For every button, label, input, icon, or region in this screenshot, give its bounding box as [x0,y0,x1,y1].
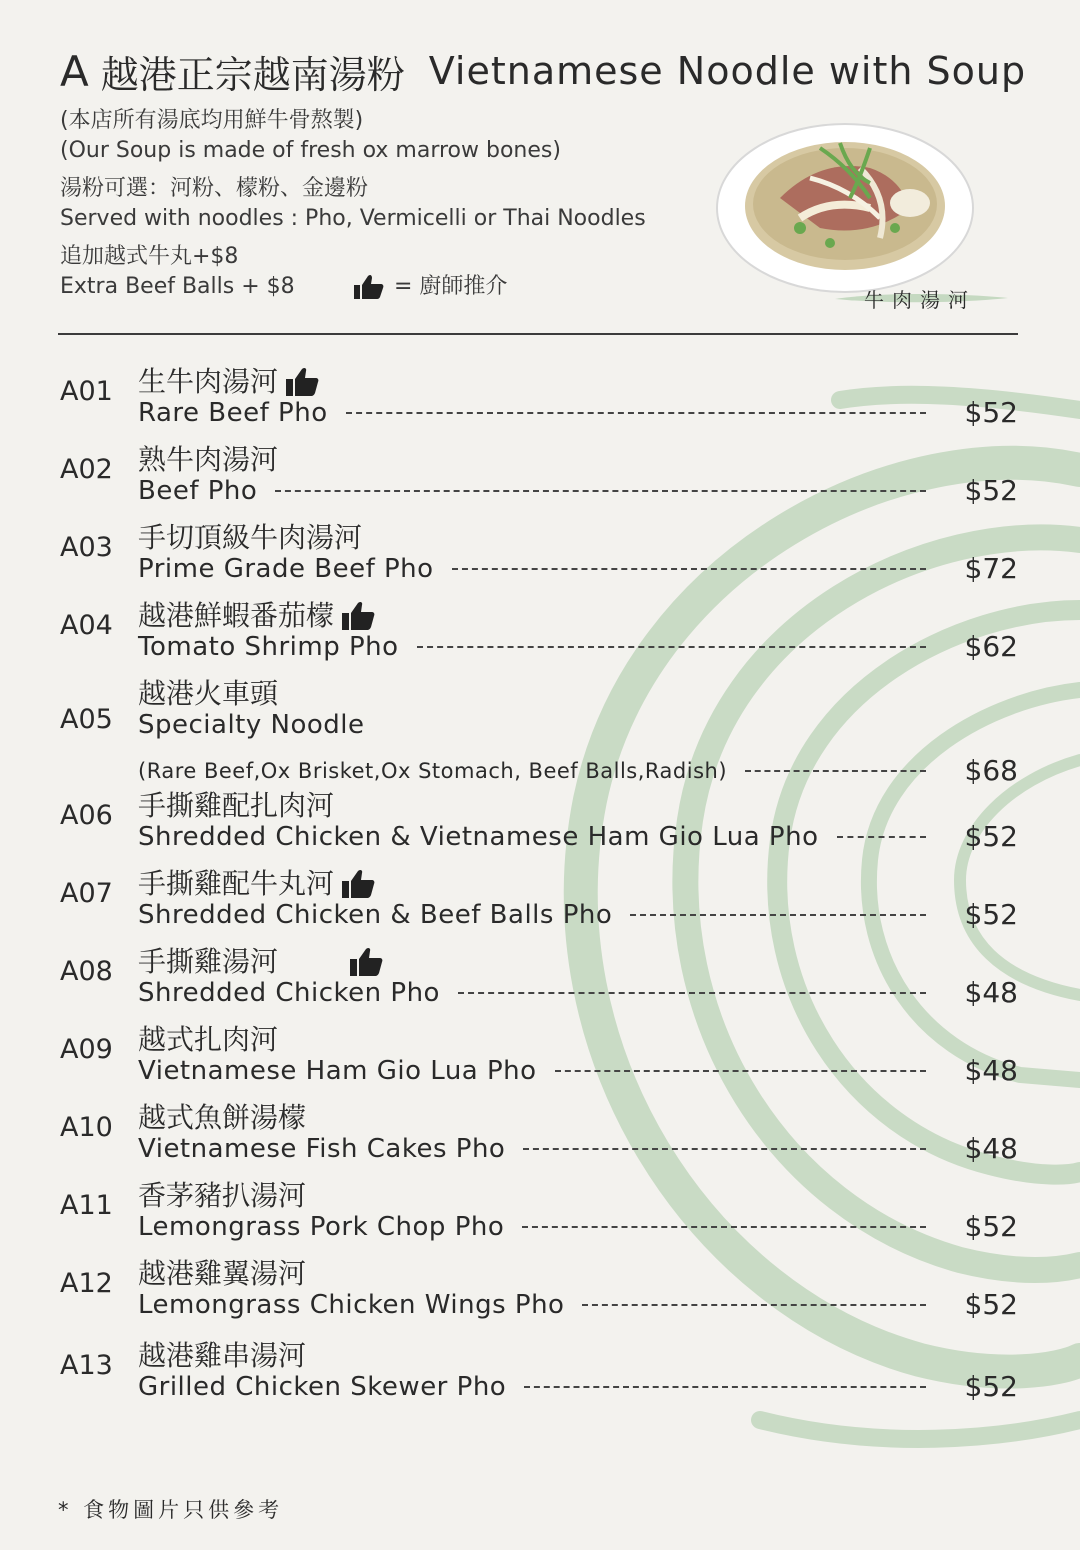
menu-item-en-line [138,1210,1018,1243]
chef-recommend-legend: = 廚師推介 [394,274,508,299]
menu-item [58,1334,1020,1416]
section-title [60,46,1027,97]
menu-item-en-line [138,1054,1018,1087]
menu-item-name-en: Tomato Shrimp Pho [138,631,399,662]
menu-item-price: $68 [964,754,1018,787]
menu-item-code: A06 [60,800,113,831]
menu-item-price: $52 [964,820,1018,853]
section-title-en: Vietnamese Noodle with Soup [428,49,1027,93]
menu-item-code: A01 [60,376,113,407]
menu-item-name-en: Specialty Noodle [138,710,365,740]
menu-item-name-zh-text: 生牛肉湯河 [138,365,279,398]
noodle-choice-zh: 湯粉可選：河粉、檬粉、金邊粉 [60,176,369,201]
menu-item-en-line [138,820,1018,853]
menu-item-name-en: Shredded Chicken Pho [138,977,440,1008]
menu-item-code: A07 [60,878,113,909]
menu-item-name-zh [138,1022,278,1058]
leader-dashes [555,1070,926,1072]
menu-item-en-line [138,396,1018,429]
menu-item-name-zh-text: 手切頂級牛肉湯河 [138,521,363,554]
menu-item-code: A09 [60,1034,113,1065]
menu-item-price: $62 [964,630,1018,663]
menu-item-name-en: Rare Beef Pho [138,397,328,428]
menu-item-code: A12 [60,1268,113,1299]
leader-dashes [524,1386,926,1388]
menu-item-name-zh-text: 香茅豬扒湯河 [138,1179,307,1212]
menu-item-code: A08 [60,956,113,987]
menu-item-price: $52 [964,1210,1018,1243]
photo-disclaimer: * 食物圖片只供參考 [58,1498,284,1522]
menu-item [58,1252,1020,1334]
menu-item-name-zh-text: 越式扎肉河 [138,1023,279,1056]
menu-item [58,862,1020,940]
leader-dashes [417,646,926,648]
section-title-zh: 越港正宗越南湯粉 [100,52,405,97]
menu-item-price: $48 [964,976,1018,1009]
menu-item-name-zh-text: 熟牛肉湯河 [138,443,279,476]
menu-item-en-line [138,976,1018,1009]
menu-item-name-zh [138,1256,306,1292]
menu-item-en-line [138,1370,1018,1403]
menu-item-en-line [138,898,1018,931]
menu-item [58,1174,1020,1252]
menu-item-name-zh [138,520,362,556]
menu-item-name-en: Beef Pho [138,475,258,506]
menu-item-name-zh [138,1178,306,1214]
leader-dashes [275,490,926,492]
menu-item-name-zh [138,676,278,712]
menu-item-name-zh [138,1338,306,1374]
menu-item-name-en: Grilled Chicken Skewer Pho [138,1371,507,1402]
menu-item-name-zh-text: 越式魚餅湯檬 [138,1101,307,1134]
menu-item-name-zh [138,944,384,980]
extra-beef-balls-zh: 追加越式牛丸+$8 [60,244,239,269]
menu-item-name-zh-text: 越港雞翼湯河 [138,1257,307,1290]
menu-item-name-zh [138,598,376,634]
thumbs-up-icon [284,366,320,398]
menu-item-price: $52 [964,898,1018,931]
leader-dashes [630,914,926,916]
menu-item-name-en: Lemongrass Chicken Wings Pho [138,1289,565,1320]
beef-pho-photo [710,108,980,294]
menu-item-name-zh [138,442,278,478]
menu-item-name-zh-text: 越港鮮蝦番茄檬 [138,599,335,632]
menu-item [58,940,1020,1018]
section-letter: A [60,46,89,96]
menu-item-name-en: Vietnamese Fish Cakes Pho [138,1133,506,1164]
thumbs-up-icon [348,946,384,978]
menu-item-price: $52 [964,1288,1018,1321]
menu-item-en-line [138,552,1018,585]
menu-item-en-line [138,630,1018,663]
menu-item [58,360,1020,438]
menu-item-en-line [138,710,1018,740]
menu-item-name-zh [138,788,334,824]
extra-and-legend-row [60,272,720,302]
leader-dashes [346,412,926,414]
menu-item-name-zh [138,1100,306,1136]
menu-item-code: A04 [60,610,113,641]
photo-caption [830,282,1010,314]
menu-item-price: $48 [964,1132,1018,1165]
menu-item-code: A03 [60,532,113,563]
noodle-choice-en: Served with noodles : Pho, Vermicelli or Thai Noodles [60,206,646,231]
menu-item [58,1096,1020,1174]
menu-item [58,1018,1020,1096]
menu-item-price: $48 [964,1054,1018,1087]
menu-item-code: A10 [60,1112,113,1143]
leader-dashes [458,992,926,994]
photo-caption-text: 牛肉湯河 [864,287,976,312]
menu-item-detail-en: (Rare Beef,Ox Brisket,Ox Stomach, Beef Balls,Radish) [138,758,728,783]
menu-item-price: $72 [964,552,1018,585]
menu-item-name-en: Vietnamese Ham Gio Lua Pho [138,1055,537,1086]
menu-item-name-zh-text: 手撕雞配扎肉河 [138,789,335,822]
menu-item-name-en: Prime Grade Beef Pho [138,553,434,584]
menu-item-code: A02 [60,454,113,485]
leader-dashes [582,1304,926,1306]
leader-dashes [452,568,926,570]
extra-beef-balls-en: Extra Beef Balls + $8 [60,274,295,299]
menu-item-code: A05 [60,704,113,735]
leader-dashes [837,836,927,838]
menu-item-name-en: Shredded Chicken & Beef Balls Pho [138,899,613,930]
menu-item-code: A11 [60,1190,113,1221]
soup-note-en: (Our Soup is made of fresh ox marrow bones) [60,138,561,163]
menu-item [58,438,1020,516]
thumbs-up-icon [340,600,376,632]
header-divider [58,333,1018,335]
menu-item-name-en: Lemongrass Pork Chop Pho [138,1211,505,1242]
leader-dashes [745,770,926,772]
soup-note-zh: (本店所有湯底均用鮮牛骨熬製) [60,108,364,133]
menu-item-name-zh-text: 手撕雞湯河 [138,945,279,978]
menu-item-name-en: Shredded Chicken & Vietnamese Ham Gio Lua Pho [138,821,819,852]
menu-item-price: $52 [964,1370,1018,1403]
thumbs-up-icon [340,868,376,900]
menu-item-en-line [138,754,1018,787]
menu-item [58,594,1020,672]
menu-item-en-line [138,1288,1018,1321]
thumbs-up-icon [352,273,386,301]
leader-dashes [522,1226,926,1228]
menu-item [58,516,1020,594]
menu-item-name-zh [138,364,320,400]
intro-notes [60,106,720,302]
menu-item-name-zh [138,866,376,902]
leader-dashes [523,1148,926,1150]
menu-item-code: A13 [60,1350,113,1381]
menu-item-name-zh-text: 越港火車頭 [138,677,279,710]
menu-item-name-zh-text: 手撕雞配牛丸河 [138,867,335,900]
menu-item [58,784,1020,862]
menu-item-price: $52 [964,396,1018,429]
menu-item-en-line [138,1132,1018,1165]
menu-item-price: $52 [964,474,1018,507]
menu-item-en-line [138,474,1018,507]
menu-item [58,672,1020,787]
menu-item-name-zh-text: 越港雞串湯河 [138,1339,307,1372]
